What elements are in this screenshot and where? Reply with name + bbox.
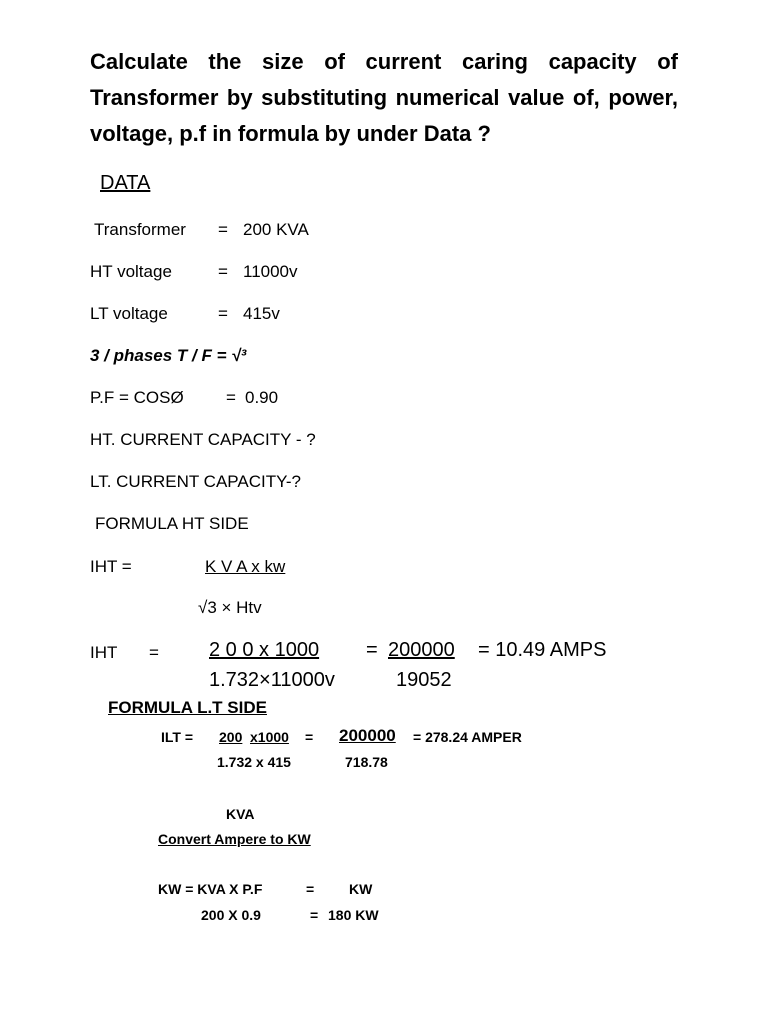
formula-lt-heading: FORMULA L.T SIDE [108,698,267,717]
data-eq-ht-voltage: = [218,262,228,281]
ht-question: HT. CURRENT CAPACITY - ? [90,430,316,449]
formula-ht-heading: FORMULA HT SIDE [95,514,249,533]
data-value-lt-voltage: 415v [243,304,280,323]
ilt-eq: = [305,729,314,745]
ilt-num-a: 200 [219,729,243,745]
data-eq-lt-voltage: = [218,304,228,323]
ilt-denominator: 1.732 x 415 [217,754,291,770]
data-eq-transformer: = [218,220,228,239]
kw-line2-rhs: 180 KW [328,907,379,923]
iht-result-denominator: 19052 [396,669,452,691]
pf-label: P.F = COSØ [90,388,184,407]
pf-eq: = [226,388,236,407]
question-title: Calculate the size of current caring capacity of Transformer by substituting numerical value of, power, voltage, p.f in formula by under Data ? [90,49,678,146]
ilt-result-denominator: 718.78 [345,754,388,770]
iht-formula-denominator: √3 × Htv [198,598,262,617]
kw-line1-eq: = [306,881,315,897]
iht-formula-lhs: IHT = [90,557,132,576]
data-label-ht-voltage: HT voltage [90,262,172,281]
iht-result-numerator: 200000 [388,639,455,661]
ilt-result-numerator: 200000 [339,726,396,745]
iht-formula-numerator: K V A x kw [205,557,286,576]
kw-line1-rhs: KW [349,881,373,897]
kw-line1-lhs: KW = KVA X P.F [158,881,263,897]
data-value-ht-voltage: 11000v [243,262,298,281]
phases-line: 3 / phases T / F = √³ [90,346,247,365]
ilt-num-b: x1000 [250,729,289,745]
kva-label: KVA [226,806,255,822]
data-label-transformer: Transformer [94,220,186,239]
iht-calc-eq2: = [366,639,378,661]
data-heading: DATA [100,172,151,194]
iht-answer: = 10.49 AMPS [478,639,607,661]
kw-line2-lhs: 200 X 0.9 [201,907,261,923]
iht-calc-eq: = [149,643,159,662]
ilt-answer: = 278.24 AMPER [413,729,522,745]
iht-calc-denominator: 1.732×11000v [209,669,335,691]
data-value-transformer: 200 KVA [243,220,309,239]
lt-question: LT. CURRENT CAPACITY-? [90,472,301,491]
pf-value: 0.90 [245,388,279,407]
iht-calc-numerator: 2 0 0 x 1000 [209,639,320,661]
ilt-calc-lhs: ILT = [161,729,194,745]
kw-line2-eq: = [310,907,319,923]
convert-heading: Convert Ampere to KW [158,831,311,847]
data-label-lt-voltage: LT voltage [90,304,168,323]
iht-calc-lhs: IHT [90,643,118,662]
